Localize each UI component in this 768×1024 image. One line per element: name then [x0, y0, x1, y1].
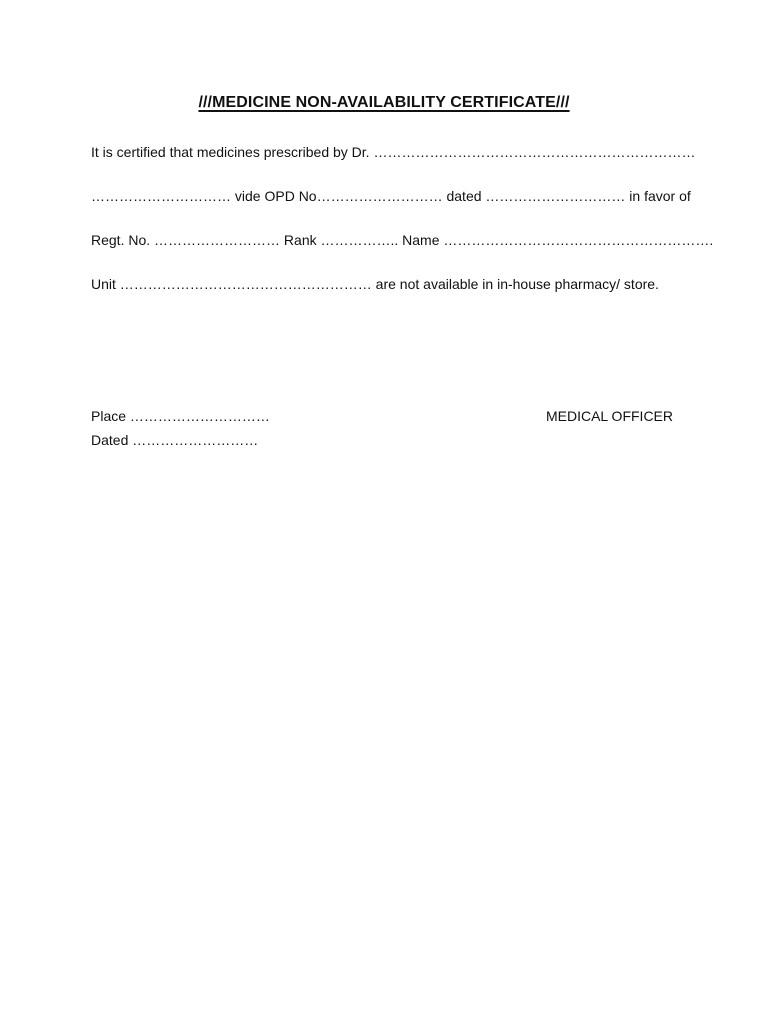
certificate-title: ///MEDICINE NON-AVAILABILITY CERTIFICATE/// [198, 94, 570, 111]
place-field: Place ………………………… [91, 408, 270, 424]
certificate-line-doctor: It is certified that medicines prescribed by Dr. …………………………………………………………… [91, 144, 696, 160]
certificate-line-opd: ………………………… vide OPD No……………………… dated ………………………… in favor of [91, 188, 691, 204]
certificate-line-unit: Unit ……………………………………………… are not available in in-house pharmacy/ store. [91, 276, 659, 292]
signatory-label: MEDICAL OFFICER [545, 408, 673, 424]
certificate-line-regt: Regt. No. ……………………… Rank …………….. Name …………………………………………………. [91, 232, 714, 248]
dated-field: Dated ……………………… [91, 432, 259, 448]
